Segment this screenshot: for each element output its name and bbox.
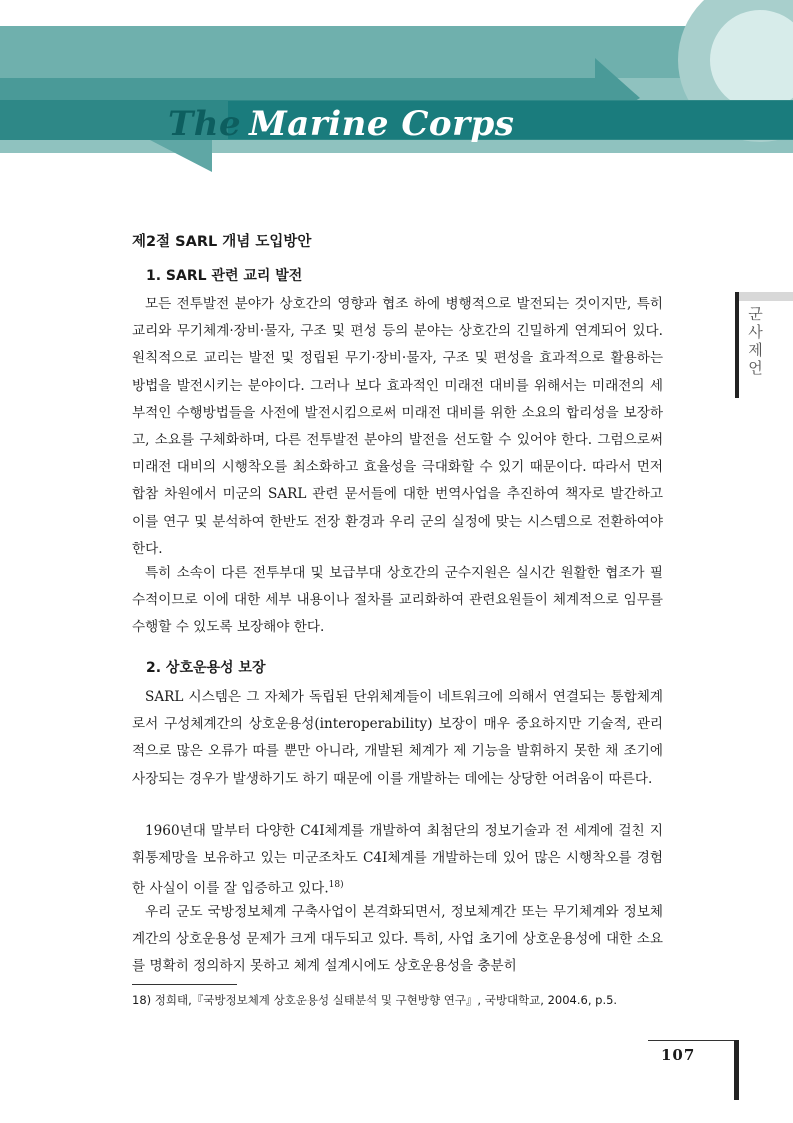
subsection2-title: 2. 상호운용성 보장 (146, 660, 266, 676)
subsection2-paragraph2 (132, 818, 663, 903)
page-number: 107 (661, 1046, 696, 1064)
subsection2-paragraph1: SARL 시스템은 그 자체가 독립된 단위체계들이 네트워크에 의해서 연결되는 통합체계로서 구성체계간의 상호운용성(interoperability) 보장이 매우 중요하지만 기술적, 관리적으로 많은 오류가 따를 뿐만 아니라, 개발된 체계가 제 기능을 발휘하지 못한 채 조기에 사장되는 경우가 발생하기도 하기 때문에 이를 개발하는 데에는 상당한 어려움이 따른다. (132, 689, 663, 787)
subsection2-paragraph2-text: 1960년대 말부터 다양한 C4I체계를 개발하여 최첨단의 정보기술과 전 세계에 걸친 지휘통제망을 보유하고 있는 미군조차도 C4I체계를 개발하는데 있어 많은 시행착오를 경험한 사실이 이를 잘 입증하고 있다. (132, 823, 663, 897)
header-banner (0, 0, 793, 175)
side-tab-label: 군사제언 (746, 306, 764, 378)
side-tab-top-band (735, 292, 793, 301)
footnote: 18) 정희태,『국방정보체계 상호운용성 실태분석 및 구현방향 연구』, 국방대학교, 2004.6, p.5. (132, 993, 618, 1007)
page-number-rule (648, 1040, 734, 1041)
banner-title-word2: Marine Corps (249, 104, 515, 144)
section-title: 제2절 SARL 개념 도입방안 (132, 234, 312, 250)
side-tab-bar (735, 292, 739, 398)
subsection1-title: 1. SARL 관련 교리 발전 (146, 268, 303, 284)
page-number-bar (734, 1040, 739, 1100)
subsection2-paragraph3: 우리 군도 국방정보체계 구축사업이 본격화되면서, 정보체계간 또는 무기체계와 정보체계간의 상호운용성 문제가 크게 대두되고 있다. 특히, 사업 초기에 상호운용성에 대한 소요를 명확히 정의하지 못하고 체계 설계시에도 상호운용성을 충분히 (132, 904, 663, 975)
subsection1-paragraph1: 모든 전투발전 분야가 상호간의 영향과 협조 하에 병행적으로 발전되는 것이지만, 특히 교리와 무기체계·장비·물자, 구조 및 편성 등의 분야는 상호간의 긴밀하게 연계되어 있다. 원칙적으로 교리는 발전 및 정립된 무기·장비·물자, 구조 및 편성을 효과적으로 활용하는 방법을 발전시키는 분야이다. 그러나 보다 효과적인 미래전 대비를 위해서는 미래전의 세부적인 수행방법들을 사전에 발전시킴으로써 미래전 대비를 위한 소요의 합리성을 보장하고, 소요를 구체화하며, 다른 전투발전 분야의 발전을 선도할 수 있어야 한다. 그럼으로써 미래전 대비의 시행착오를 최소화하고 효율성을 극대화할 수 있기 때문이다. 따라서 먼저 합참 차원에서 미군의 SARL 관련 문서들에 대한 번역사업을 추진하여 책자로 발간하고 이를 연구 및 분석하여 한반도 전장 환경과 우리 군의 실정에 맞는 시스템으로 전환하여야 한다. (132, 296, 663, 557)
chapter-side-tab (735, 292, 793, 398)
banner-title (168, 104, 514, 144)
footnote-ref: 18) (328, 880, 344, 891)
banner-title-word1: The (168, 104, 242, 144)
subsection1-paragraph2: 특히 소속이 다른 전투부대 및 보급부대 상호간의 군수지원은 실시간 원활한 협조가 필수적이므로 이에 대한 세부 내용이나 절차를 교리화하여 관련요원들이 체계적으로 임무를 수행할 수 있도록 보장해야 한다. (132, 565, 663, 636)
banner-graphic (0, 0, 793, 175)
footnote-divider (132, 984, 237, 985)
